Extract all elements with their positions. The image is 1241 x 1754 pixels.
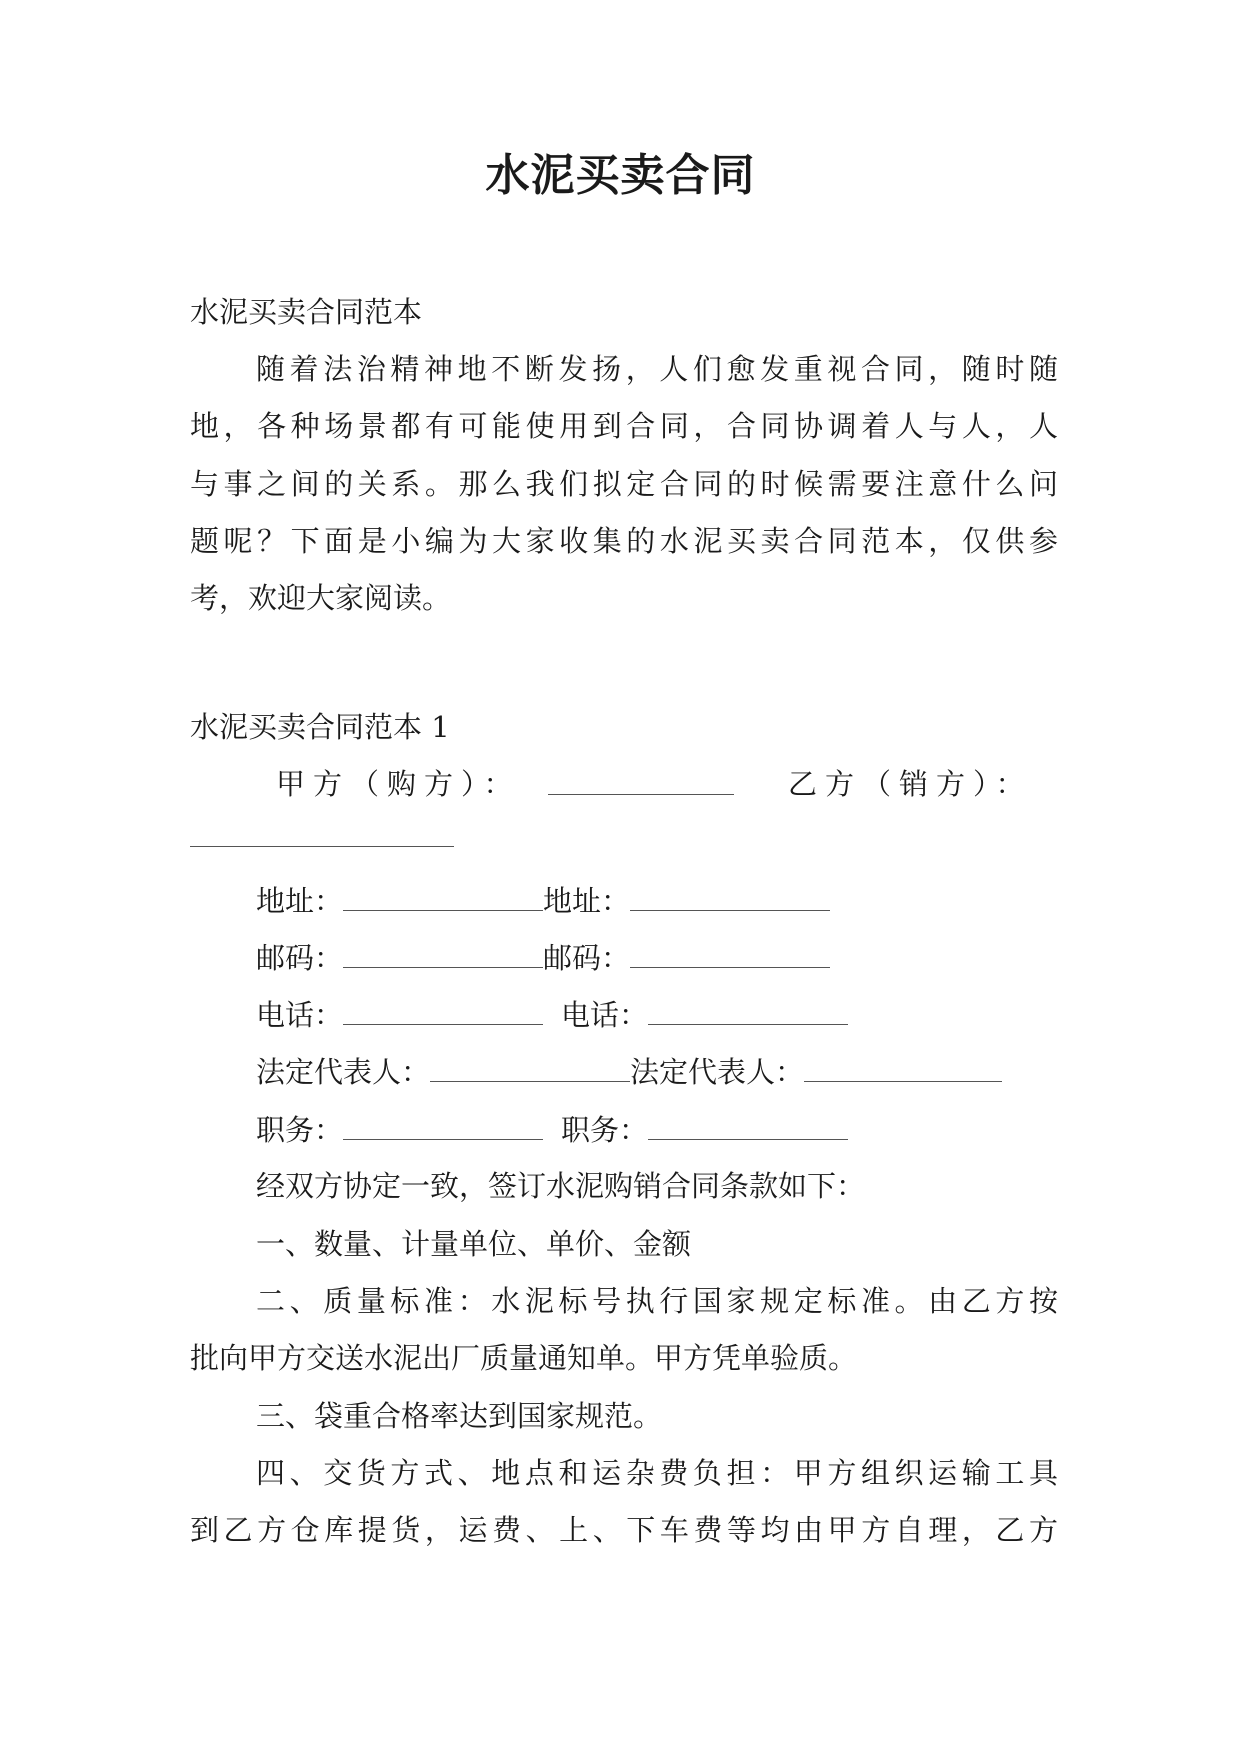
clause-1: 一、数量、计量单位、单价、金额 [256,1227,692,1261]
address-a-blank[interactable] [343,880,543,911]
intro-paragraph-line-5: 考，欢迎大家阅读。 [190,581,452,615]
clause-2-line-1: 二、质量标准：水泥标号执行国家规定标准。由乙方按 [256,1284,1058,1318]
intro-heading: 水泥买卖合同范本 [190,295,423,329]
position-b-label: 职务： [561,1113,649,1147]
representative-row [256,1051,1002,1092]
phone-b-label: 电话： [561,998,649,1032]
position-b-blank[interactable] [648,1109,848,1140]
representative-b-blank[interactable] [804,1051,1002,1082]
clause-4-line-1: 四、交货方式、地点和运杂费负担：甲方组织运输工具 [256,1456,1058,1490]
clause-4-line-2: 到乙方仓库提货，运费、上、下车费等均由甲方自理，乙方 [190,1513,1058,1547]
representative-a-blank[interactable] [430,1051,630,1082]
position-row [256,1109,848,1150]
sample-heading: 水泥买卖合同范本 1 [190,710,450,744]
postcode-a-label: 邮码： [256,941,344,975]
address-a-label: 地址： [256,884,344,918]
intro-paragraph-line-4: 题呢？下面是小编为大家收集的水泥买卖合同范本，仅供参 [190,524,1058,558]
party-a-label: 甲方（购方）： [276,767,521,801]
phone-a-label: 电话： [256,998,344,1032]
representative-b-label: 法定代表人： [630,1055,805,1089]
intro-paragraph-line-3: 与事之间的关系。那么我们拟定合同的时候需要注意什么问 [190,467,1058,501]
party-b-blank[interactable] [190,816,454,847]
party-a-blank[interactable] [548,764,734,795]
address-b-label: 地址： [543,884,631,918]
intro-paragraph-line-2: 地，各种场景都有可能使用到合同，合同协调着人与人，人 [190,409,1058,443]
representative-a-label: 法定代表人： [256,1055,431,1089]
intro-paragraph-line-1: 随着法治精神地不断发扬，人们愈发重视合同，随时随 [256,352,1058,386]
clause-2-line-2: 批向甲方交送水泥出厂质量通知单。甲方凭单验质。 [190,1341,858,1375]
postcode-b-label: 邮码： [543,941,631,975]
document-title: 水泥买卖合同 [485,150,756,201]
address-b-blank[interactable] [630,880,830,911]
postcode-b-blank[interactable] [630,937,830,968]
party-b-label: 乙方（销方）： [788,767,1033,801]
postcode-row [256,937,830,978]
postcode-a-blank[interactable] [343,937,543,968]
phone-row [256,994,848,1035]
address-row [256,880,830,921]
clause-3: 三、袋重合格率达到国家规范。 [256,1399,663,1433]
agreement-intro: 经双方协定一致，签订水泥购销合同条款如下： [256,1169,866,1203]
position-a-label: 职务： [256,1113,344,1147]
party-row [190,764,1058,804]
phone-a-blank[interactable] [343,994,543,1025]
position-a-blank[interactable] [343,1109,543,1140]
phone-b-blank[interactable] [648,994,848,1025]
